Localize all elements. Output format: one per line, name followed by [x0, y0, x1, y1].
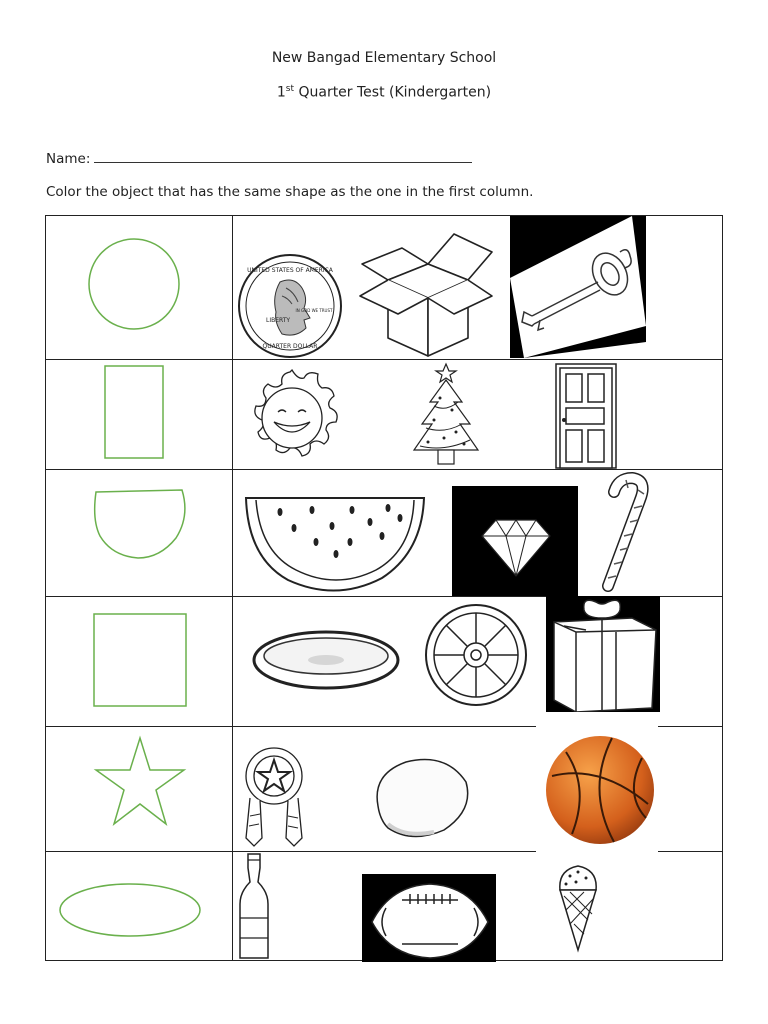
quarter-number: 1 [276, 84, 286, 101]
name-row [46, 150, 472, 167]
gift-box-picture[interactable] [546, 596, 660, 712]
open-box-picture[interactable] [358, 230, 496, 360]
oval-shape [58, 880, 204, 940]
ice-cream-cone-picture[interactable] [554, 862, 602, 954]
coin-liberty-text: LIBERTY [266, 317, 291, 324]
rectangle-shape [102, 364, 166, 462]
bottle-picture[interactable] [234, 852, 274, 962]
instructions: Color the object that has the same shape as the one in the first column. [46, 184, 534, 200]
christmas-tree-picture[interactable] [408, 362, 484, 470]
football-picture[interactable] [362, 874, 496, 962]
coin-top-text: UNITED STATES OF AMERICA [247, 267, 333, 274]
school-name: New Bangad Elementary School [271, 50, 497, 66]
watermelon-slice-picture[interactable] [242, 492, 428, 596]
door-picture[interactable] [552, 360, 620, 470]
name-label: Name: [46, 151, 91, 167]
star-shape [92, 734, 188, 830]
old-key-picture[interactable] [510, 216, 646, 358]
star-badge-picture[interactable] [236, 746, 312, 852]
basketball-picture[interactable] [542, 730, 658, 850]
quarter-ordinal: st [285, 84, 295, 94]
quarter-coin-picture[interactable] [236, 252, 344, 360]
egg-picture[interactable] [368, 754, 474, 842]
test-title [0, 84, 768, 101]
worksheet-grid [45, 215, 723, 961]
candy-cane-picture[interactable] [594, 470, 664, 596]
circle-shape [86, 236, 186, 336]
sun-picture[interactable] [238, 366, 346, 468]
square-shape [90, 610, 190, 710]
name-blank-line[interactable] [94, 150, 472, 163]
coin-motto-text: IN GOD WE TRUST [295, 308, 333, 313]
wheel-picture[interactable] [422, 600, 530, 710]
diamond-picture[interactable] [452, 486, 578, 596]
semicircle-shape [90, 486, 190, 562]
coin-bottom-text: QUARTER DOLLAR [262, 343, 318, 350]
plate-picture[interactable] [250, 626, 402, 696]
test-title-rest: Quarter Test (Kindergarten) [294, 84, 492, 101]
